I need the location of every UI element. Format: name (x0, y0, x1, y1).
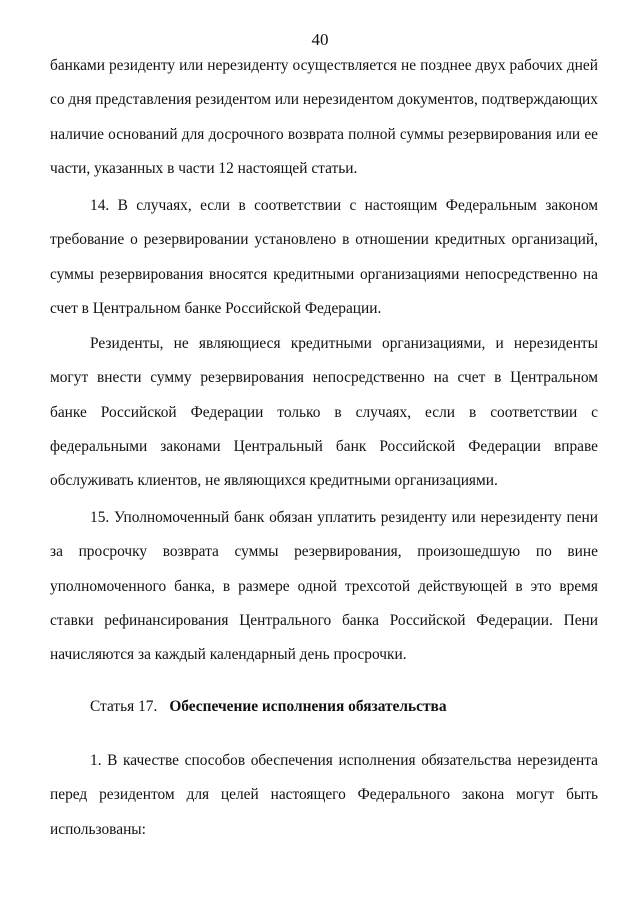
article-heading (90, 697, 610, 717)
article-number: Статья 17. (90, 698, 158, 715)
paragraph-14: 14. В случаях, если в соответствии с настоящим Федеральным законом требование о резервировании установлено в отношении кредитных организаций, суммы резервирования вносятся кредитными организациями непосредственно на счет в Центральном банке Российской Федерации. (50, 197, 598, 317)
article-title: Обеспечение исполнения обязательства (169, 698, 447, 715)
paragraph-article-17-1: 1. В качестве способов обеспечения исполнения обязательства нерезидента перед резидентом для целей настоящего Федерального закона могут быть использованы: (50, 752, 598, 838)
paragraph-15: 15. Уполномоченный банк обязан уплатить резиденту или нерезиденту пени за просрочку возврата суммы резервирования, произошедшую по вине уполномоченного банка, в размере одной трехсотой действующей в это время ставки рефинансирования Центрального банка Российской Федерации. Пени начисляются за каждый календарный день просрочки. (50, 509, 598, 664)
paragraph-residents: Резиденты, не являющиеся кредитными организациями, и нерезиденты могут внести сумму резервирования непосредственно на счет в Центральном банке Российской Федерации только в случаях, если в соответствии с федеральными законами Центральный банк Российской Федерации вправе обслуживать клиентов, не являющихся кредитными организациями. (50, 335, 598, 490)
paragraph-continuation: банками резиденту или нерезиденту осуществляется не позднее двух рабочих дней со дня представления резидентом или нерезидентом документов, подтверждающих наличие оснований для досрочного возврата полной суммы резервирования или ее части, указанных в части 12 настоящей статьи. (50, 57, 598, 177)
page-number: 40 (311, 30, 329, 49)
